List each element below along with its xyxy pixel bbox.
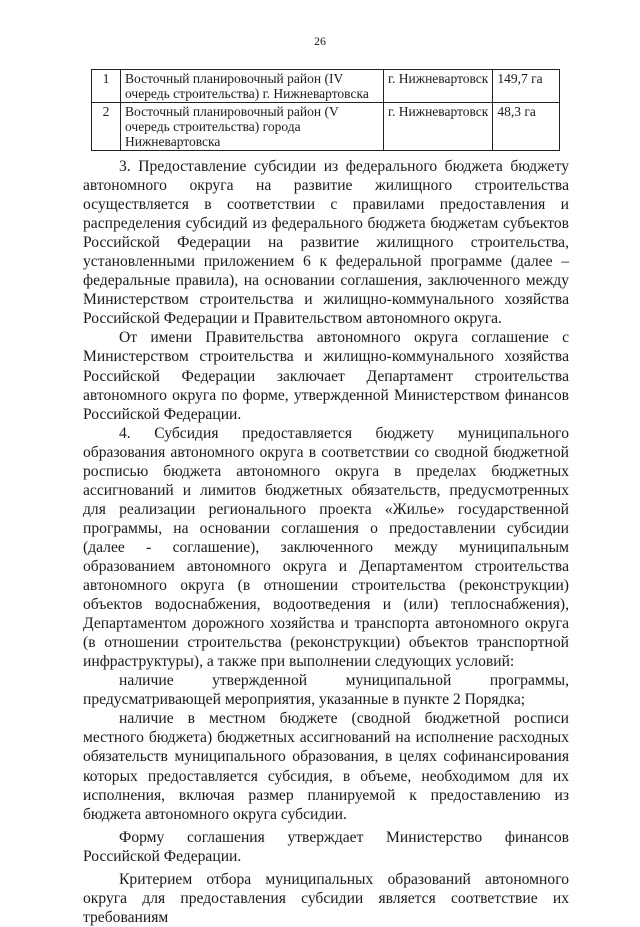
district-name: Восточный планировочный район (IV очередь строительства) г. Нижневартовска	[121, 70, 384, 103]
area: 48,3 га	[493, 103, 560, 151]
document-body	[83, 157, 569, 927]
city: г. Нижневартовск	[384, 103, 493, 151]
land-plots-table	[91, 69, 560, 151]
paragraph-selection-criterion: Критерием отбора муниципальных образований автономного округа для предоставления субсидии является соответствие их требованиям	[83, 870, 569, 926]
paragraph-condition-program: наличие утвержденной муниципальной программы, предусматривающей мероприятия, указанные в пункте 2 Порядка;	[83, 672, 569, 709]
row-number: 2	[92, 103, 121, 151]
paragraph-agreement-form: Форму соглашения утверждает Министерство финансов Российской Федерации.	[83, 828, 569, 865]
paragraph-clause-3: 3. Предоставление субсидии из федерального бюджета бюджету автономного округа на развитие жилищного строительства осуществляется в соответствии с правилами предоставления и распределения субсидий из федерального бюджета бюджетам субъектов Российской Федерации на развитие жилищного строительства, установленными приложением 6 к федеральной программе (далее – федеральные правила), на основании соглашения, заключенного между Министерством строительства и жилищно-коммунального хозяйства Российской Федерации и Правительством автономного округа.	[83, 158, 569, 328]
paragraph-condition-budget: наличие в местном бюджете (сводной бюджетной росписи местного бюджета) бюджетных ассигнований на исполнение расходных обязательств муниципального образования, в целях софинансирования которых предоставляется субсидия, в объеме, необходимом для их исполнения, включая размер планируемой к предоставлению из бюджета автономного округа субсидии.	[83, 710, 569, 823]
paragraph-clause-4: 4. Субсидия предоставляется бюджету муниципального образования автономного округа в соответствии со сводной бюджетной росписью бюджета автономного округа в пределах бюджетных ассигнований и лимитов бюджетных обязательств, предусмотренных для реализации регионального проекта «Жилье» государственной программы, на основании соглашения о предоставлении субсидии (далее - соглашение), заключенного между муниципальным образованием автономного округа и Департаментом строительства автономного округа (в отношении строительства (реконструкции) объектов водоснабжения, водоотведения и (или) теплоснабжения), Департаментом дорожного хозяйства и транспорта автономного округа (в отношении строительства (реконструкции) объектов транспортной инфраструктуры), а также при выполнении следующих условий:	[83, 424, 569, 671]
area: 149,7 га	[493, 70, 560, 103]
city: г. Нижневартовск	[384, 70, 493, 103]
district-name: Восточный планировочный район (V очередь строительства) города Нижневартовска	[121, 103, 384, 151]
page-number: 26	[314, 34, 326, 48]
table-row	[92, 70, 560, 103]
paragraph-agreement-signer: От имени Правительства автономного округа соглашение с Министерством строительства и жилищно-коммунального хозяйства Российской Федерации заключает Департамент строительства автономного округа по форме, утвержденной Министерством финансов Российской Федерации.	[83, 329, 569, 423]
row-number: 1	[92, 70, 121, 103]
table-row	[92, 103, 560, 151]
